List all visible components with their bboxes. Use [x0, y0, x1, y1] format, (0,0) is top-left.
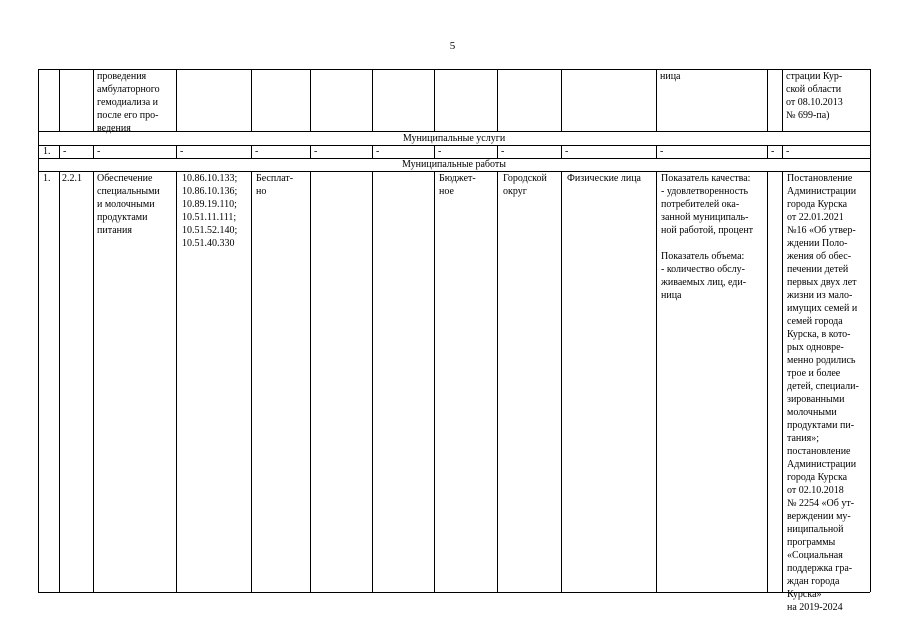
dash-cell: - [660, 146, 664, 157]
consumers-cell: ница [660, 71, 681, 82]
section-heading-works: Муниципальные работы [402, 159, 506, 170]
dash-cell: - [314, 146, 318, 157]
column-border [251, 69, 252, 131]
column-border [497, 69, 498, 131]
dash-cell: - [180, 146, 184, 157]
legal-basis-cell: Постановление Администрации города Курска от 22.01.2021 №16 «Об утвер- ждении Поло- жения об обес- печении детей первых двух лет жизни из мало- имущих семей и семей города Курска, в кото- рых одновре- менно родились трое и более детей, специали- зированными молочными продуктами пи- тания»; постановление Администрации города Курска от 02.10.2018 № 2254 «Об ут- верждении му- ниципальной программы «Социальная поддержка гра- ждан города Курска» на 2019-2024 [787, 173, 859, 613]
column-border [93, 69, 94, 131]
column-border [434, 69, 435, 131]
column-border [176, 69, 177, 131]
column-border [870, 158, 871, 171]
column-border [59, 171, 60, 592]
column-border [497, 145, 498, 158]
column-border [656, 69, 657, 131]
indicators-cell: Показатель качества: - удовлетворенность потребителей ока- занной муниципаль- ной работой, процент Показатель объема: - количество обслу- живаемых лиц, еди- ница [661, 173, 754, 301]
column-border [561, 145, 562, 158]
column-border [870, 171, 871, 592]
consumers-cell: Физические лица [567, 173, 641, 184]
column-border [782, 69, 783, 131]
column-border [310, 171, 311, 592]
column-border [782, 171, 783, 592]
column-border [372, 69, 373, 131]
work-code-cell: 2.2.1 [62, 173, 82, 184]
column-border [561, 171, 562, 592]
column-border [59, 69, 60, 131]
section-border [38, 145, 870, 146]
column-border [870, 145, 871, 158]
row-number: 1. [43, 173, 51, 184]
column-border [870, 69, 871, 131]
column-border [93, 145, 94, 158]
dash-cell: - [565, 146, 569, 157]
row-number: 1. [43, 146, 51, 157]
table-bottom-border [38, 592, 870, 593]
dash-cell: - [255, 146, 259, 157]
column-border [561, 69, 562, 131]
payment-cell: Бесплат- но [256, 173, 294, 197]
column-border [372, 171, 373, 592]
legal-basis-cell: страции Кур- ской области от 08.10.2013 № 699-па) [786, 71, 843, 121]
column-border [38, 145, 39, 158]
section-heading-services: Муниципальные услуги [402, 133, 506, 144]
column-border [782, 145, 783, 158]
column-border [656, 171, 657, 592]
okved-codes-cell: 10.86.10.133; 10.86.10.136; 10.89.19.110; 10.51.11.111; 10.51.52.140; 10.51.40.330 [182, 173, 238, 249]
dash-cell: - [63, 146, 67, 157]
service-name-cell: проведения амбулаторного гемодиализа и после его про- ведения [97, 71, 160, 134]
territory-cell: Городской округ [503, 173, 547, 197]
column-border [251, 145, 252, 158]
column-border [310, 69, 311, 131]
dash-cell: - [438, 146, 442, 157]
dash-cell: - [376, 146, 380, 157]
column-border [38, 171, 39, 592]
column-border [59, 145, 60, 158]
dash-cell: - [501, 146, 505, 157]
column-border [767, 171, 768, 592]
column-border [372, 145, 373, 158]
work-name-cell: Обеспечение специальными и молочными продуктами питания [97, 173, 160, 236]
column-border [38, 69, 39, 131]
column-border [497, 171, 498, 592]
column-border [93, 171, 94, 592]
column-border [434, 145, 435, 158]
column-border [656, 145, 657, 158]
column-border [767, 145, 768, 158]
budget-type-cell: Бюджет- ное [439, 173, 476, 197]
dash-cell: - [771, 146, 775, 157]
column-border [434, 171, 435, 592]
dash-cell: - [786, 146, 790, 157]
column-border [176, 171, 177, 592]
dash-cell: - [97, 146, 101, 157]
column-border [767, 69, 768, 131]
page-number: 5 [449, 40, 456, 52]
column-border [870, 131, 871, 145]
column-border [251, 171, 252, 592]
column-border [310, 145, 311, 158]
column-border [176, 145, 177, 158]
